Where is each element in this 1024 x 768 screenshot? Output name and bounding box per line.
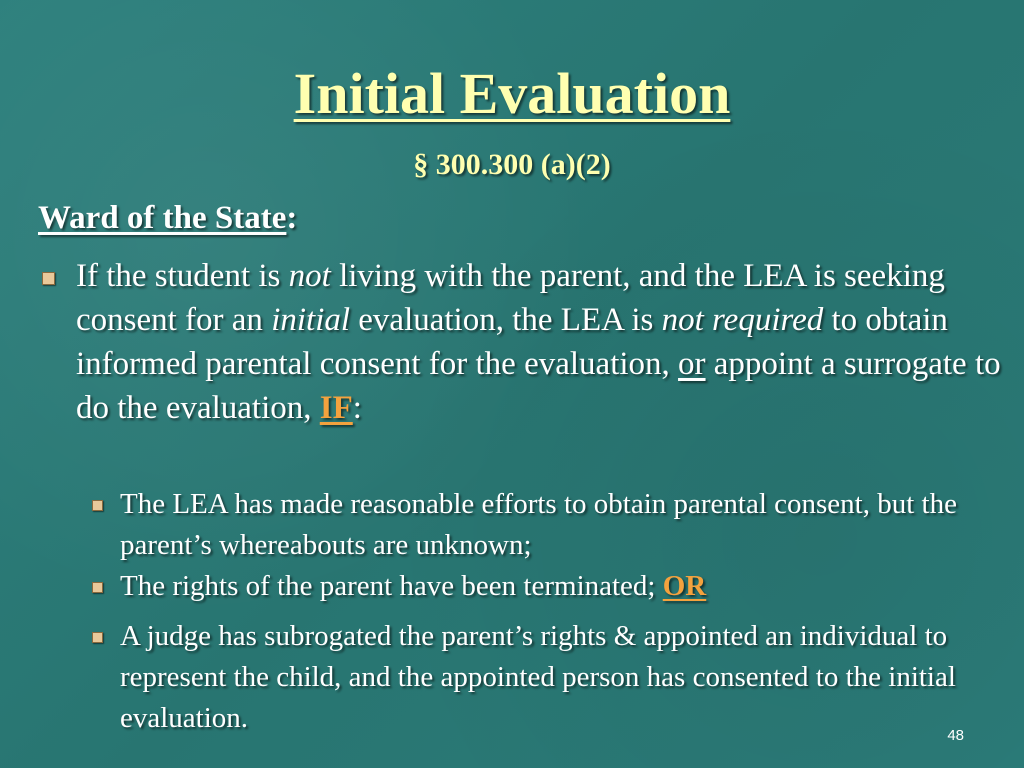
section-heading-text: Ward of the State xyxy=(38,200,287,236)
section-heading xyxy=(38,200,297,236)
text-run: : xyxy=(352,390,362,426)
sub-bullet-item-2 xyxy=(120,566,1010,607)
text-run: to obtain informed parental consent for the evaluation, xyxy=(76,302,948,382)
underlined-or: or xyxy=(678,346,706,382)
sub-bullet-text: The LEA has made reasonable efforts to obtain parental consent, but the parent’s whereabouts are unknown; xyxy=(120,488,957,561)
italic-initial: initial xyxy=(271,302,351,338)
section-heading-colon: : xyxy=(286,200,298,236)
text-run: living with the parent, and the LEA is seeking consent for an xyxy=(76,258,945,338)
sub-bullet-item-3 xyxy=(120,616,1010,739)
main-bullet-item xyxy=(76,254,1016,430)
emphasis-if: IF xyxy=(319,390,353,426)
text-run: appoint a surrogate to do the evaluation, xyxy=(76,346,1001,426)
italic-not-required: not required xyxy=(661,302,824,338)
page-number: 48 xyxy=(947,727,964,744)
sub-bullet-item-1 xyxy=(120,484,1010,566)
square-bullet-icon xyxy=(92,500,103,511)
text-run: evaluation, the LEA is xyxy=(350,302,662,338)
sub-bullet-text: The rights of the parent have been terminated; xyxy=(120,570,663,602)
text-run: If the student is xyxy=(76,258,289,294)
square-bullet-icon xyxy=(92,582,103,593)
square-bullet-icon xyxy=(92,632,103,643)
slide-subtitle: § 300.300 (a)(2) xyxy=(413,148,611,181)
square-bullet-icon xyxy=(42,272,55,285)
sub-bullet-text: A judge has subrogated the parent’s rights & appointed an individual to represent the child, and the appointed person has consented to the initial evaluation. xyxy=(120,620,956,734)
slide-title: Initial Evaluation xyxy=(293,61,731,126)
italic-not: not xyxy=(288,258,331,294)
emphasis-or: OR xyxy=(662,570,707,602)
